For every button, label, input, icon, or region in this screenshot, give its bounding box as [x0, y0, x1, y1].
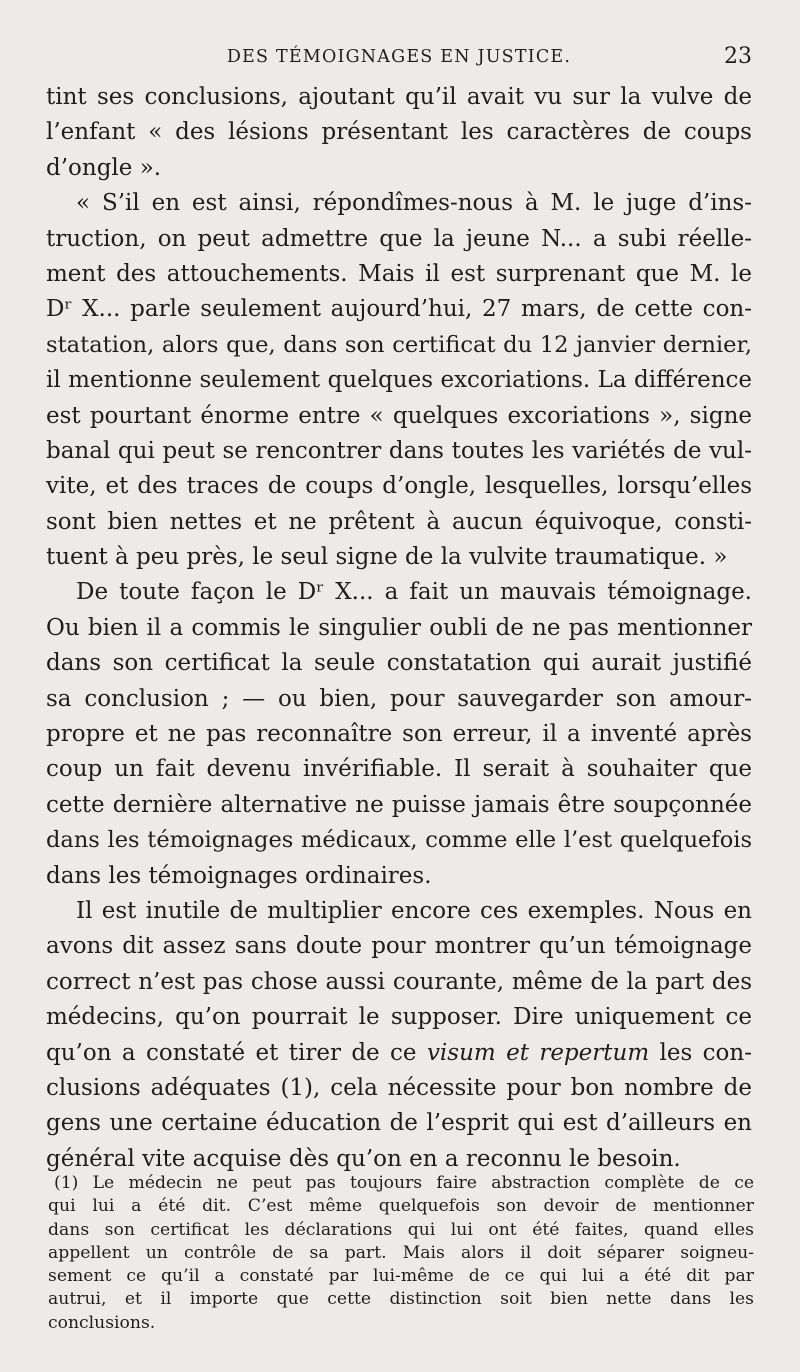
text-line: sa conclusion ; — ou bien, pour sauvegarder son amour- [46, 685, 752, 712]
text-line: gens une certaine éducation de l’esprit qui est d’ailleurs en [46, 1110, 752, 1137]
text-line: est pourtant énorme entre « quelques excoriations », signe [46, 402, 752, 429]
latin-phrase: visum et repertum [426, 1039, 650, 1066]
footnote-line: dans son certificat les déclarations qui lui ont été faites, quand elles [48, 1219, 754, 1240]
text-line: il mentionne seulement quelques excoriations. La différence [46, 367, 752, 394]
footnote-line: autrui, et il importe que cette distinction soit bien nette dans les [48, 1289, 754, 1310]
text-line: dans les témoignages médicaux, comme elle l’est quelquefois [46, 827, 752, 854]
text-line: tint ses conclusions, ajoutant qu’il avait vu sur la vulve de [46, 84, 752, 110]
text-line: qu’on a constaté et tirer de ce visum et repertum les con- [46, 1039, 752, 1066]
text-line: cette dernière alternative ne puisse jamais être soupçonnée [46, 791, 752, 818]
text-line: Dʳ X... parle seulement aujourd’hui, 27 mars, de cette con- [46, 296, 752, 323]
text-line: vite, et des traces de coups d’ongle, lesquelles, lorsqu’elles [46, 473, 752, 500]
text-line: correct n’est pas chose aussi courante, même de la part des [46, 968, 752, 995]
text-line: l’enfant « des lésions présentant les caractères de coups [46, 119, 752, 146]
text-line: ment des attouchements. Mais il est surprenant que M. le [46, 260, 752, 287]
text-line: dans les témoignages ordinaires. [46, 862, 432, 889]
text-line: Ou bien il a commis le singulier oubli de ne pas mentionner [46, 614, 752, 641]
footnote-line: conclusions. [48, 1312, 156, 1333]
text-line: clusions adéquates (1), cela nécessite pour bon nombre de [46, 1074, 752, 1101]
text-line: statation, alors que, dans son certificat du 12 janvier dernier, [46, 331, 752, 358]
text-line: général vite acquise dès qu’on en a reconnu le besoin. [46, 1145, 681, 1172]
text-line: « S’il en est ainsi, répondîmes-nous à M. le juge d’ins- [76, 190, 752, 217]
text-line: d’ongle ». [46, 154, 162, 181]
page-header [46, 42, 752, 72]
footnote-line: sement ce qu’il a constaté par lui-même de ce qui lui a été dit par [48, 1266, 754, 1287]
text-line: Il est inutile de multiplier encore ces exemples. Nous en [76, 897, 752, 924]
text-line: coup un fait devenu invérifiable. Il serait à souhaiter que [46, 756, 752, 783]
footnote-line: qui lui a été dit. C’est même quelquefois son devoir de mentionner [48, 1196, 754, 1217]
text-line: propre et ne pas reconnaître son erreur, il a inventé après [46, 721, 752, 748]
text-line: avons dit assez sans doute pour montrer qu’un témoignage [46, 933, 752, 960]
text-line: médecins, qu’on pourrait le supposer. Dire uniquement ce [46, 1004, 752, 1031]
footnote-line: appellent un contrôle de sa part. Mais alors il doit séparer soigneu- [48, 1242, 754, 1263]
text-line: dans son certificat la seule constatation qui aurait justifié [46, 650, 752, 677]
text-line: tuent à peu près, le seul signe de la vulvite traumatique. » [46, 544, 728, 571]
text-line: truction, on peut admettre que la jeune N... a subi réelle- [46, 225, 752, 252]
text-line: banal qui peut se rencontrer dans toutes les variétés de vul- [46, 437, 752, 464]
footnotes [48, 1172, 754, 1335]
text-line: sont bien nettes et ne prêtent à aucun équivoque, consti- [46, 508, 752, 535]
footnote-line: (1) Le médecin ne peut pas toujours faire abstraction complète de ce [54, 1173, 754, 1193]
page-number: 23 [724, 44, 752, 69]
body-text [46, 80, 752, 1177]
text-line: De toute façon le Dʳ X... a fait un mauvais témoignage. [76, 579, 752, 606]
running-head: DES TÉMOIGNAGES EN JUSTICE. [226, 47, 572, 67]
